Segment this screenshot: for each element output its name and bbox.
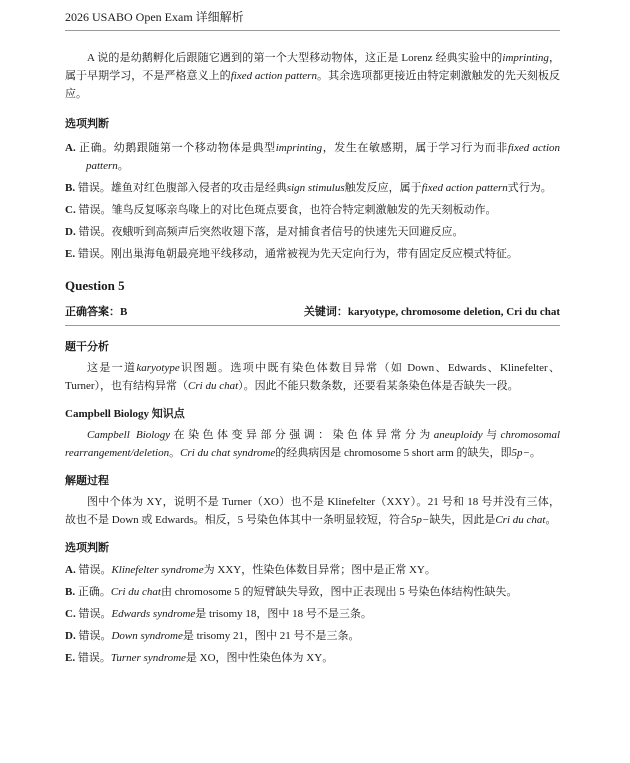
answer-line <box>65 303 560 326</box>
section-heading-analysis: 题干分析 <box>65 341 109 353</box>
section-heading-campbell: Campbell Biology 知识点 <box>65 408 185 420</box>
process-paragraph: 图中个体为 XY，说明不是 Turner（XO）也不是 Klinefelter（XXY）。21 号和 18 号并没有三体，故也不是 Down 或 Edwards。相反，5 号染色体其中一条明显较短，符合5p−缺失，因此是Cri du chat。 <box>65 496 560 526</box>
page-content <box>65 49 560 671</box>
q5-option-d: D. 错误。Down syndrome是 trisomy 21，图中 21 号不是三条。 <box>65 630 360 642</box>
section-heading-process: 解题过程 <box>65 475 109 487</box>
analysis-paragraph: 这是一道karyotype识图题。选项中既有染色体数目异常（如 Down、Edwards、Klinefelter、Turner），也有结构异常（Cri du chat）。因此不能只数条数，还要看某条染色体是否缺失一段。 <box>65 362 560 392</box>
option-d: D. 错误。夜蛾听到高频声后突然收翅下落，是对捕食者信号的快速先天回避反应。 <box>65 226 464 238</box>
section-heading-options: 选项判断 <box>65 118 109 130</box>
option-e: E. 错误。刚出巢海龟朝最亮地平线移动，通常被视为先天定向行为，带有固定反应模式特征。 <box>65 248 518 260</box>
page-header: 2026 USABO Open Exam 详细解析 <box>65 8 560 31</box>
q5-option-b: B. 正确。Cri du chat由 chromosome 5 的短臂缺失导致，图中正表现出 5 号染色体结构性缺失。 <box>65 586 518 598</box>
campbell-paragraph: Campbell Biology在染色体变异部分强调：染色体异常分为aneuploidy与chromosomal rearrangement/deletion。Cri du chat syndrome的经典病因是 chromosome 5 short arm 的缺失，即5p−。 <box>65 429 561 459</box>
option-c: C. 错误。雏鸟反复啄亲鸟喙上的对比色斑点要食，也符合特定刺激触发的先天刻板动作。 <box>65 204 497 216</box>
intro-paragraph: A 说的是幼鹅孵化后跟随它遇到的第一个大型移动物体，这正是 Lorenz 经典实验中的imprinting，属于早期学习，不是严格意义上的fixed action pattern。其余选项都更接近由特定刺激触发的先天刻板反应。 <box>65 52 561 100</box>
section-heading-options-q5: 选项判断 <box>65 542 109 554</box>
correct-answer: 正确答案：B <box>65 306 128 318</box>
q5-option-c: C. 错误。Edwards syndrome是 trisomy 18，图中 18 号不是三条。 <box>65 608 372 620</box>
q5-option-e: E. 错误。Turner syndrome是 XO，图中性染色体为 XY。 <box>65 652 334 664</box>
q5-option-a: A. 错误。Klinefelter syndrome为 XXY，性染色体数目异常；图中是正常 XY。 <box>65 564 436 576</box>
question-title: Question 5 <box>65 278 125 293</box>
option-a: A. 正确。幼鹅跟随第一个移动物体是典型imprinting，发生在敏感期，属于学习行为而非fixed action pattern。 <box>65 142 561 172</box>
option-b: B. 错误。雄鱼对红色腹部入侵者的攻击是经典sign stimulus触发反应，属于fixed action pattern式行为。 <box>65 182 552 194</box>
keywords: 关键词：karyotype, chromosome deletion, Cri du chat <box>303 306 560 318</box>
